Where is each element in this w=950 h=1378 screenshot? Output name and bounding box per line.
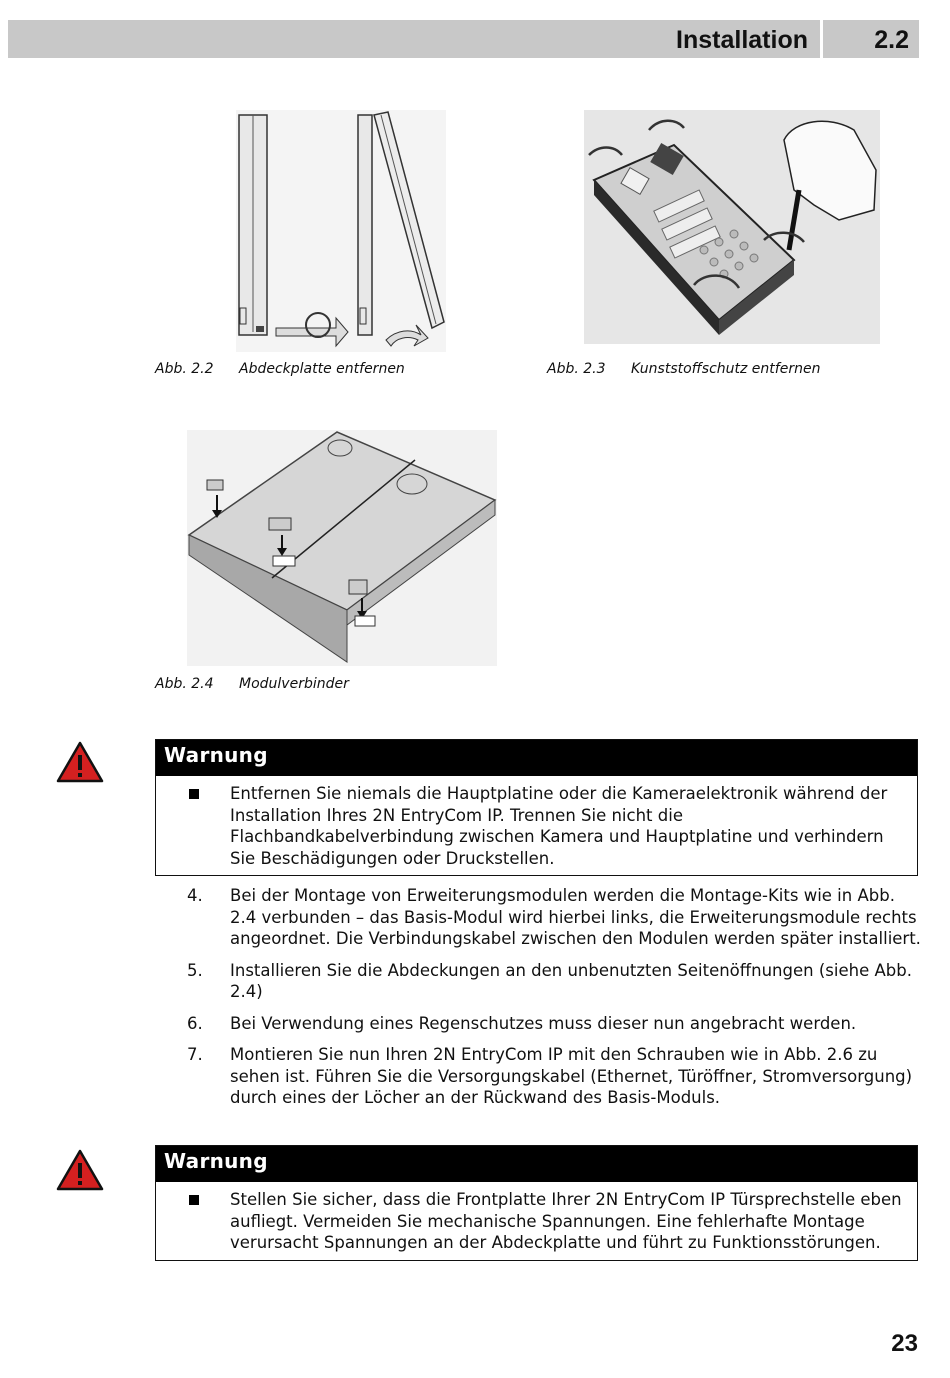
figure-2-4-title: Modulverbinder (239, 676, 349, 692)
list-item (155, 1044, 925, 1109)
step-text: Bei der Montage von Erweiterungsmodulen werden die Montage-Kits wie in Abb. 2.4 verbunden – das Basis-Modul wird hierbei links, die Erweiterungsmodule rechts angeordnet. Die Verbindungskabel zwischen den Modulen werden später installiert. (230, 886, 921, 948)
chapter-title: Installation (676, 26, 808, 54)
warning-triangle-icon (56, 741, 104, 783)
warning-body (156, 776, 917, 875)
figure-2-2-caption (155, 361, 405, 377)
figure-2-3-number: Abb. 2.3 (547, 361, 606, 377)
warning-text: Stellen Sie sicher, dass die Frontplatte Ihrer 2N EntryCom IP Türsprechstelle eben aufliegt. Vermeiden Sie mechanische Spannungen. Eine fehlerhafte Montage verursacht Spannungen an der Abdeckplatte und führt zu Funktionsstörungen. (230, 1190, 902, 1252)
step-number: 7. (187, 1045, 203, 1064)
figure-2-3-plastic-protection (584, 110, 880, 344)
header-bar (8, 20, 820, 58)
step-text: Montieren Sie nun Ihren 2N EntryCom IP mit den Schrauben wie in Abb. 2.6 zu sehen ist. Führen Sie die Versorgungskabel (Ethernet, Türöffner, Stromversorgung) durch eines der Löcher an der Rückwand des Basis-Moduls. (230, 1045, 913, 1107)
step-number: 5. (187, 960, 203, 980)
section-number: 2.2 (874, 26, 909, 54)
bullet-icon (189, 1195, 199, 1205)
figure-2-4-number: Abb. 2.4 (155, 676, 214, 692)
warning-body (156, 1182, 917, 1260)
figure-2-2-title: Abdeckplatte entfernen (239, 361, 405, 377)
warning-box (155, 739, 918, 876)
figure-2-2-number: Abb. 2.2 (155, 361, 214, 377)
figure-2-3-caption (547, 361, 820, 377)
bullet-icon (189, 789, 199, 799)
step-text: Installieren Sie die Abdeckungen an den unbenutzten Seitenöffnungen (siehe Abb. 2.4) (230, 960, 912, 1001)
warning-box (155, 1145, 918, 1261)
step-number: 4. (187, 886, 203, 905)
list-item (155, 885, 925, 950)
list-item (155, 1013, 925, 1035)
warning-title: Warnung (156, 740, 917, 776)
installation-steps (155, 885, 925, 1119)
list-item (155, 960, 925, 1003)
section-number-box (823, 20, 919, 58)
warning-triangle-icon (56, 1149, 104, 1191)
figure-2-3-title: Kunststoffschutz entfernen (631, 361, 821, 377)
step-text: Bei Verwendung eines Regenschutzes muss dieser nun angebracht werden. (230, 1013, 857, 1033)
page-number: 23 (891, 1330, 918, 1357)
step-number: 6. (187, 1013, 203, 1033)
warning-text: Entfernen Sie niemals die Hauptplatine oder die Kameraelektronik während der Installation Ihres 2N EntryCom IP. Trennen Sie nicht die Flachbandkabelverbindung zwischen Kamera und Hauptplatine und verhindern Sie Beschädigungen oder Druckstellen. (230, 784, 888, 868)
figure-2-4-caption (155, 676, 349, 692)
figure-2-4-module-connector (187, 430, 497, 666)
figure-2-2-cover-removal (236, 110, 446, 352)
warning-title: Warnung (156, 1146, 917, 1182)
